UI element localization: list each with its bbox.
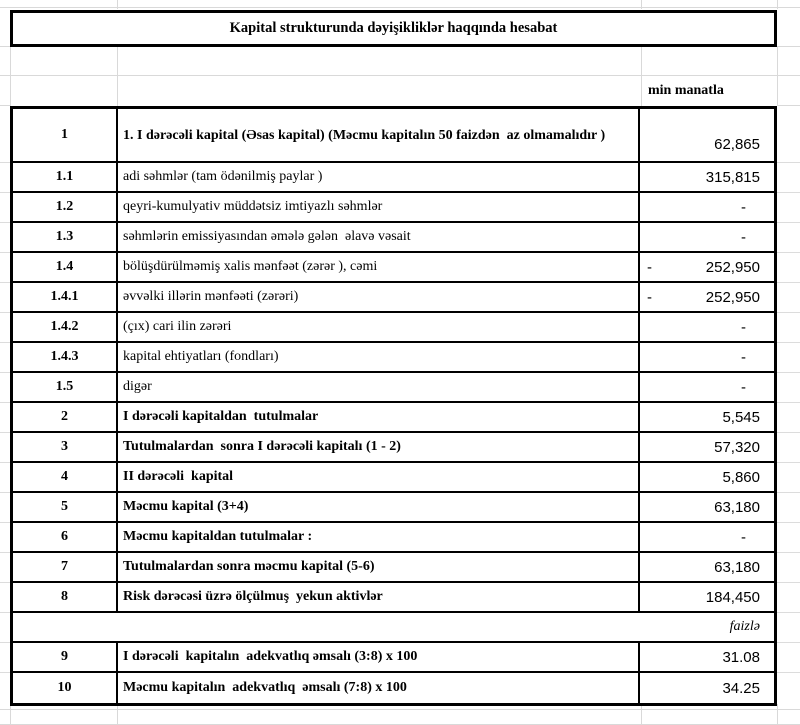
row-number-cell[interactable]: 9 (13, 643, 118, 671)
row-value-cell[interactable]: 63,180 (714, 558, 760, 576)
table-row (13, 373, 774, 403)
report-title: Kapital strukturunda dəyişikliklər haqqında hesabat (229, 20, 558, 36)
row-value-cell[interactable]: 31.08 (722, 648, 760, 666)
gridline-v (10, 704, 11, 725)
table-row (13, 193, 774, 223)
report-title-box[interactable] (10, 10, 777, 47)
row-value-cell[interactable] (640, 283, 774, 311)
row-value-cell[interactable]: 315,815 (705, 168, 760, 186)
gridline-v (641, 0, 642, 9)
row-number-cell[interactable]: 1.3 (13, 223, 118, 251)
row-desc-cell[interactable]: I dərəcəli kapitalın adekvatlıq əmsalı (3:8) x 100 (118, 643, 640, 671)
row-desc-cell[interactable]: Məcmu kapitalın adekvatlıq əmsalı (7:8) x 100 (118, 673, 640, 703)
row-desc-cell[interactable]: qeyri-kumulyativ müddətsiz imtiyazlı səhmlər (118, 193, 640, 221)
capital-structure-table (10, 106, 777, 706)
gridline-h (0, 46, 10, 47)
row-desc-cell[interactable]: (çıx) cari ilin zərəri (118, 313, 640, 341)
gridline-v (117, 0, 118, 9)
row-number-cell[interactable]: 1.5 (13, 373, 118, 401)
value-text: 252,950 (705, 258, 760, 276)
percent-unit-label[interactable]: faizlə (729, 619, 760, 634)
row-value-cell[interactable]: - (741, 348, 746, 366)
row-number-cell[interactable]: 6 (13, 523, 118, 551)
gridline-h (0, 7, 800, 8)
table-row (13, 553, 774, 583)
row-value-cell[interactable] (640, 253, 774, 281)
row-value-cell[interactable]: - (741, 378, 746, 396)
gridline-v (117, 47, 118, 106)
row-value-cell[interactable]: 57,320 (714, 438, 760, 456)
table-row (13, 313, 774, 343)
row-number-cell[interactable]: 1.4 (13, 253, 118, 281)
row-value-cell[interactable]: 63,180 (714, 498, 760, 516)
row-number-cell[interactable]: 8 (13, 583, 118, 611)
table-row (13, 433, 774, 463)
table-row (13, 253, 774, 283)
row-desc-cell[interactable]: Məcmu kapitaldan tutulmalar : (118, 523, 640, 551)
row-number-cell[interactable]: 1.2 (13, 193, 118, 221)
gridline-v (641, 47, 642, 106)
row-desc-cell[interactable]: əvvəlki illərin mənfəəti (zərəri) (118, 283, 640, 311)
gridline-v (777, 704, 778, 725)
row-desc-cell[interactable]: səhmlərin emissiyasından əmələ gələn əlavə vəsait (118, 223, 640, 251)
row-number-cell[interactable]: 1 (13, 109, 118, 161)
row-number-cell[interactable]: 10 (13, 673, 118, 703)
row-number-cell[interactable]: 1.4.2 (13, 313, 118, 341)
row-desc-cell[interactable]: bölüşdürülməmiş xalis mənfəət (zərər ), cəmi (118, 253, 640, 281)
gridline-v (641, 704, 642, 725)
row-number-cell[interactable]: 5 (13, 493, 118, 521)
row-desc-cell[interactable]: adi səhmlər (tam ödənilmiş paylar ) (118, 163, 640, 191)
row-value-cell[interactable]: 184,450 (705, 588, 760, 606)
table-row (13, 223, 774, 253)
percent-unit-row (13, 613, 774, 643)
table-row (13, 283, 774, 313)
table-row (13, 673, 774, 703)
table-row (13, 583, 774, 613)
gridline-v (10, 47, 11, 106)
row-value-cell[interactable]: 62,865 (714, 136, 760, 153)
row-desc-cell[interactable]: Tutulmalardan sonra məcmu kapital (5-6) (118, 553, 640, 581)
row-desc-cell[interactable]: II dərəcəli kapital (118, 463, 640, 491)
row-value-cell[interactable]: 5,545 (722, 408, 760, 426)
row-value-cell[interactable]: - (741, 528, 746, 546)
table-row (13, 109, 774, 163)
gridline-v (777, 0, 778, 9)
row-number-cell[interactable]: 4 (13, 463, 118, 491)
minus-sign: - (647, 258, 652, 276)
gridline-h (777, 105, 800, 106)
row-value-cell[interactable]: 34.25 (722, 679, 760, 697)
row-desc-cell[interactable]: Risk dərəcəsi üzrə ölçülmuş yekun aktivlər (118, 583, 640, 611)
row-number-cell[interactable]: 1.1 (13, 163, 118, 191)
minus-sign: - (647, 288, 652, 306)
row-desc-cell[interactable]: kapital ehtiyatları (fondları) (118, 343, 640, 371)
unit-label: min manatla (648, 82, 724, 98)
table-row (13, 463, 774, 493)
table-row (13, 523, 774, 553)
row-desc-cell[interactable]: digər (118, 373, 640, 401)
table-row (13, 403, 774, 433)
row-value-cell[interactable]: - (741, 198, 746, 216)
gridline-h (0, 709, 800, 710)
row-number-cell[interactable]: 1.4.1 (13, 283, 118, 311)
table-row (13, 643, 774, 673)
gridline-v (117, 704, 118, 725)
row-desc-cell[interactable]: Tutulmalardan sonra I dərəcəli kapitalı (1 - 2) (118, 433, 640, 461)
row-desc-cell[interactable]: I dərəcəli kapitaldan tutulmalar (118, 403, 640, 431)
row-number-cell[interactable]: 3 (13, 433, 118, 461)
table-row (13, 493, 774, 523)
gridline-h (777, 46, 800, 47)
row-value-cell[interactable]: - (741, 228, 746, 246)
gridline-v (777, 47, 778, 106)
row-desc-cell[interactable]: Məcmu kapital (3+4) (118, 493, 640, 521)
table-row (13, 163, 774, 193)
gridline-h (0, 105, 10, 106)
row-number-cell[interactable]: 2 (13, 403, 118, 431)
value-text: 252,950 (705, 288, 760, 306)
row-value-cell[interactable]: 5,860 (722, 468, 760, 486)
row-desc-cell[interactable]: 1. I dərəcəli kapital (Əsas kapital) (Məcmu kapitalın 50 faizdən az olmamalıdır ) (118, 109, 640, 161)
table-row (13, 343, 774, 373)
row-number-cell[interactable]: 7 (13, 553, 118, 581)
row-number-cell[interactable]: 1.4.3 (13, 343, 118, 371)
row-value-cell[interactable]: - (741, 318, 746, 336)
